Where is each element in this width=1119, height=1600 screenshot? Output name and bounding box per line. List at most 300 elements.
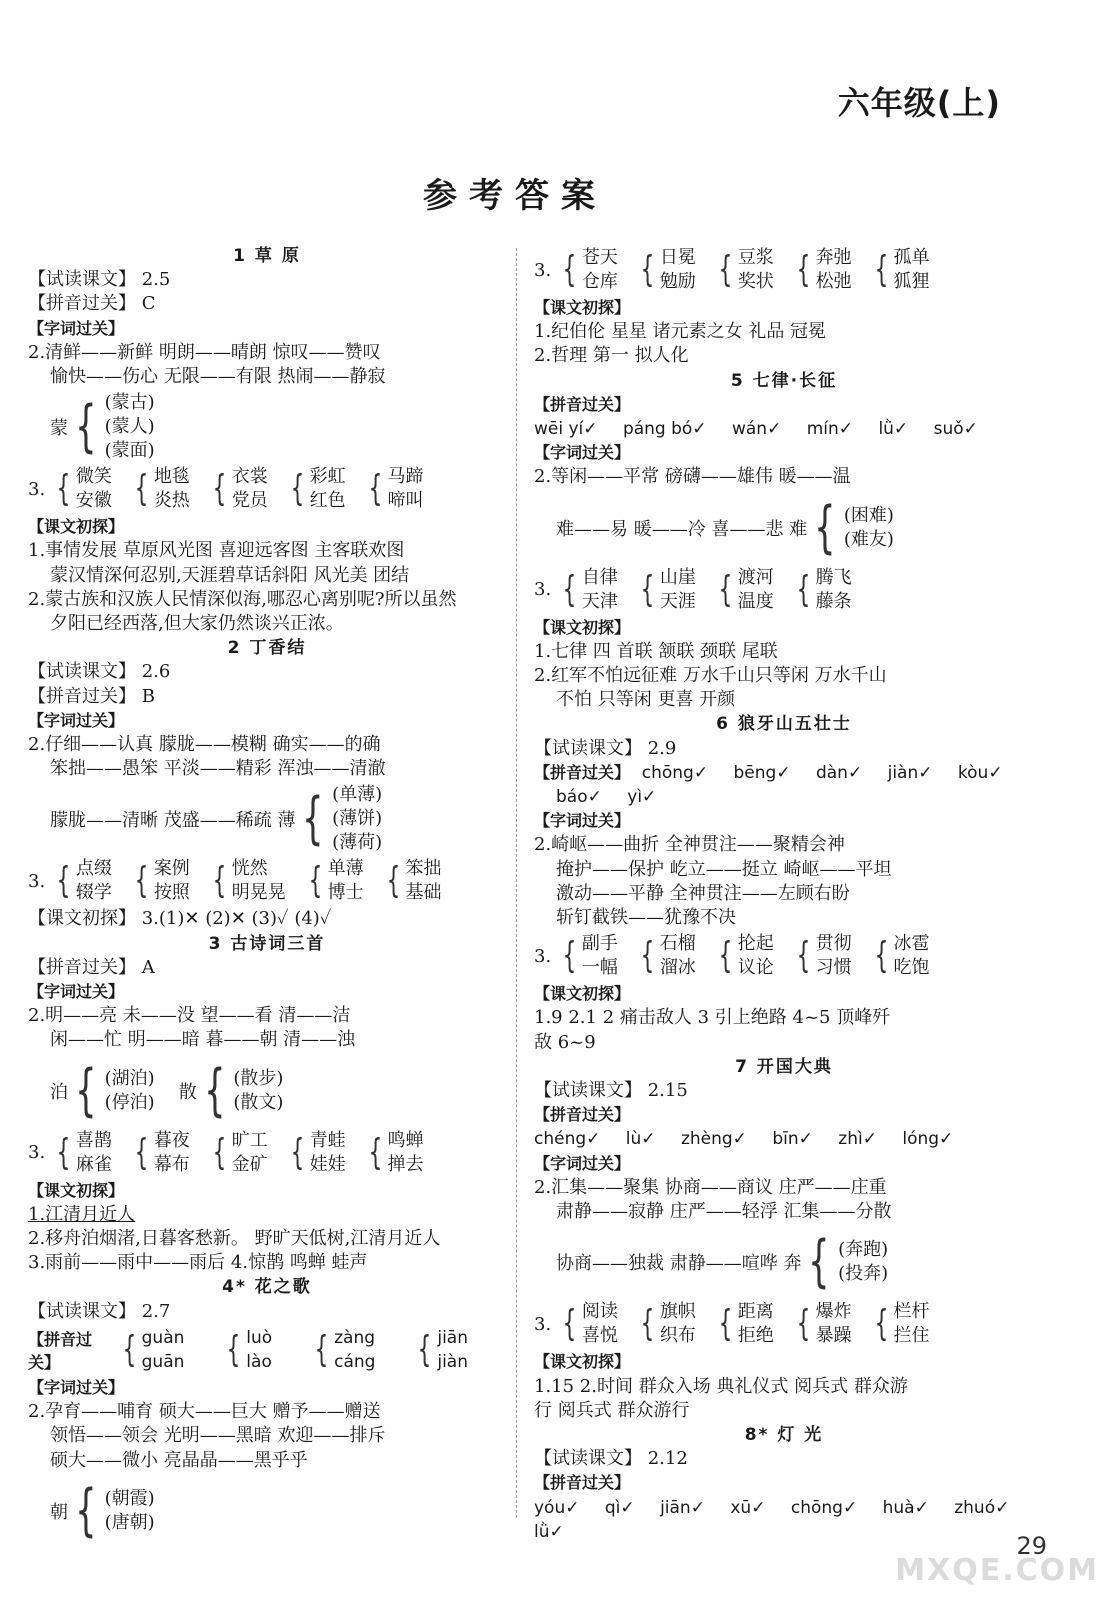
pinyin: báo✓	[556, 787, 602, 808]
word: 辍学	[75, 882, 112, 904]
word: 议论	[737, 957, 774, 979]
answer-tag: 【字词过关】	[534, 443, 631, 463]
word-stack	[105, 391, 155, 463]
word: (蒙面)	[104, 440, 155, 462]
word-pair-row	[534, 566, 1034, 614]
word-pair	[636, 1300, 696, 1348]
word-pair	[558, 246, 618, 294]
brace-icon: {	[122, 1328, 137, 1370]
brace-icon: {	[56, 860, 71, 902]
word: 自律	[581, 566, 618, 588]
polyphone-group	[556, 492, 1034, 564]
answer-line: 不怕 只等闲 更喜 开颜	[556, 689, 736, 711]
answer-line: 闲——忙 明——暗 暮——朝 清——浊	[50, 1029, 356, 1051]
answer-line: 愉快——伤心 无限——有限 热闹——静寂	[50, 366, 386, 388]
brace-icon: {	[212, 468, 227, 510]
right-column	[534, 244, 1034, 1544]
pinyin-line	[534, 761, 1034, 785]
answer-tag: 【课文初探】	[534, 298, 631, 317]
answer-line: 【试读课文】 2.12	[534, 1448, 688, 1470]
word: 明晃晃	[231, 882, 286, 904]
word: 冰雹	[893, 933, 930, 955]
pinyin-pair	[118, 1326, 205, 1374]
brace-icon: {	[212, 1131, 227, 1173]
brace-icon: {	[718, 568, 733, 610]
brace-icon: {	[203, 1057, 226, 1123]
word-pair	[364, 465, 424, 513]
answer-tag: 【字词过关】	[28, 318, 125, 338]
polyphone-char: 蒙	[50, 418, 68, 440]
word-pair	[636, 566, 696, 614]
word: 安徽	[75, 490, 112, 512]
word: 距离	[737, 1301, 774, 1323]
item-number: 3.	[534, 579, 552, 601]
answer-line: 1.七律 四 首联 颔联 颈联 尾联	[534, 640, 778, 662]
word-pair	[52, 1129, 112, 1177]
brace-icon: {	[562, 249, 577, 290]
word: (奔跑)	[838, 1239, 889, 1261]
brace-icon: {	[308, 860, 323, 902]
word-pair-row	[534, 246, 1034, 294]
brace-icon: {	[75, 394, 97, 460]
word-pair	[364, 1129, 424, 1177]
brace-icon: {	[562, 1303, 577, 1345]
pinyin: kòu✓	[957, 762, 1003, 783]
word: 博士	[327, 882, 364, 904]
word: 山崖	[659, 566, 696, 588]
word: 仓库	[581, 271, 618, 292]
answer-line: 【课文初探】 3.(1)✕ (2)✕ (3)✓ (4)✓	[28, 908, 332, 930]
brace-icon: {	[302, 786, 324, 852]
word: 案例	[153, 858, 190, 880]
brace-icon: {	[56, 1131, 71, 1173]
answer-line: 肃静——寂静 庄严——轻浮 汇集——分散	[556, 1201, 892, 1223]
answer-tag: 【拼音过关】	[28, 1329, 93, 1372]
word: 织布	[659, 1325, 696, 1347]
answer-line: 2.移舟泊烟渚,日暮客愁新。 野旷天低树,江清月近人	[28, 1228, 441, 1250]
word-pair	[130, 1129, 190, 1177]
word: 党员	[231, 490, 268, 512]
pinyin-pair	[310, 1326, 395, 1374]
word: 笨拙	[405, 858, 442, 880]
brace-icon: {	[796, 249, 811, 290]
left-column	[28, 244, 506, 1549]
brace-icon: {	[796, 1303, 811, 1345]
word: 勉励	[659, 271, 696, 292]
answer-tag: 【课文初探】	[534, 984, 631, 1004]
polyphone-group	[556, 1226, 1034, 1298]
answer-tag: 【拼音过关】	[534, 762, 631, 782]
brace-icon: {	[212, 860, 227, 902]
section-title: 4* 花之歌	[222, 1277, 312, 1298]
pinyin: jiàn✓	[887, 762, 933, 783]
word: 喜悦	[581, 1325, 618, 1347]
brace-icon: {	[814, 494, 836, 560]
word-pair	[792, 566, 852, 614]
brace-icon: {	[290, 468, 305, 510]
word: 温度	[737, 590, 774, 612]
answer-line: 【试读课文】 2.15	[534, 1080, 688, 1102]
word: 衣裳	[231, 466, 268, 488]
pinyin: zhèng✓	[680, 1129, 747, 1150]
word: (单薄)	[332, 784, 383, 806]
word: (停泊)	[104, 1091, 155, 1113]
word: (难友)	[843, 528, 894, 550]
pinyin: jiān	[437, 1327, 468, 1348]
brace-icon: {	[56, 468, 71, 510]
brace-icon: {	[290, 1131, 305, 1173]
pinyin: lào	[246, 1351, 272, 1372]
answer-line: 【拼音过关】 A	[28, 956, 155, 978]
pinyin: lǜ✓	[878, 419, 909, 440]
answer-line: 2.明——亮 未——没 望——看 清——洁	[28, 1005, 351, 1027]
section-title: 1 草 原	[233, 246, 301, 266]
word: 旗帜	[659, 1301, 696, 1323]
word: 天涯	[659, 590, 696, 612]
page-title: 参考答案	[423, 176, 607, 216]
brace-icon: {	[368, 1131, 382, 1173]
word-pair-row	[534, 1300, 1034, 1348]
section-title: 3 古诗词三首	[208, 933, 326, 954]
answer-line: 【试读课文】 2.6	[28, 661, 171, 683]
column-divider	[516, 248, 517, 1518]
pinyin: wán✓	[731, 419, 782, 440]
word-pair	[208, 465, 268, 513]
answer-tag: 【字词过关】	[28, 982, 125, 1002]
word: 奔弛	[815, 247, 852, 268]
pinyin: mín✓	[806, 419, 854, 440]
antonym-text: 朦胧——清晰 茂盛——稀疏 薄	[50, 810, 296, 832]
word: 喜鹊	[75, 1129, 112, 1151]
word-pair	[714, 1300, 774, 1348]
polyphone-group	[50, 391, 506, 463]
word: 栏杆	[893, 1301, 930, 1323]
answer-tag: 【课文初探】	[534, 617, 631, 637]
answer-line: 【试读课文】 2.7	[28, 1300, 171, 1322]
polyphone-char: 泊	[50, 1081, 68, 1103]
brace-icon: {	[718, 1303, 733, 1345]
word-stack	[105, 1067, 155, 1115]
word: 地毯	[153, 466, 190, 488]
watermark-logo: MXQE.COM	[895, 1553, 1099, 1588]
word-pair	[636, 932, 696, 980]
item-number: 3.	[28, 1142, 46, 1164]
word-pair	[130, 857, 190, 905]
brace-icon: {	[562, 568, 577, 610]
word-pair	[208, 1129, 268, 1177]
word-pair	[792, 932, 852, 980]
answer-line: 2.孕育——哺育 硕大——巨大 赠予——赠送	[28, 1401, 381, 1423]
section-title: 7 开国大典	[735, 1056, 833, 1077]
answer-line: 1.9 2.1 2 痛击敌人 3 引上绝路 4~5 顶峰歼	[534, 1007, 891, 1029]
brace-icon: {	[874, 249, 888, 290]
brace-icon: {	[75, 1057, 97, 1123]
word: (散步)	[233, 1067, 284, 1089]
word-pair	[870, 1300, 930, 1348]
answer-line: 行 阅兵式 群众游行	[534, 1399, 690, 1421]
word-pair	[636, 246, 696, 294]
word-pair	[286, 465, 346, 513]
pinyin: chōng✓	[641, 762, 709, 783]
word: 腾飞	[815, 566, 852, 588]
word: 金矿	[231, 1153, 268, 1175]
brace-icon: {	[640, 568, 655, 610]
pinyin: lóng✓	[902, 1129, 954, 1150]
answer-line: 蒙汉情深何忍别,天涯碧草话斜阳 风光美 团结	[50, 564, 410, 586]
item-number: 3.	[534, 945, 552, 967]
word: 基础	[405, 882, 442, 904]
answer-tag: 【课文初探】	[534, 1352, 631, 1372]
word: 单薄	[327, 858, 364, 880]
word-stack	[838, 1238, 888, 1286]
word-pair-row	[28, 857, 506, 905]
word: 暮夜	[153, 1129, 190, 1151]
word: 拒绝	[737, 1325, 774, 1347]
answer-line: 2.仔细——认真 朦胧——模糊 确实——的确	[28, 734, 381, 756]
answer-tag: 【拼音过关】	[534, 1105, 631, 1125]
pinyin-line	[534, 417, 1034, 441]
pinyin: xū✓	[730, 1497, 766, 1518]
word: 渡河	[737, 566, 774, 588]
word-stack	[233, 1067, 283, 1115]
pinyin: páng bó✓	[622, 419, 707, 440]
pinyin: zhì✓	[838, 1129, 877, 1150]
answer-line: 敌 6~9	[534, 1031, 596, 1053]
word: 天津	[581, 590, 618, 612]
word: 藤条	[815, 590, 852, 612]
word: 炎热	[153, 490, 190, 512]
word-pair	[52, 465, 112, 513]
brace-icon: {	[418, 1328, 432, 1370]
word: 豆浆	[737, 247, 774, 268]
polyphone-char: 散	[178, 1081, 197, 1103]
brace-icon: {	[808, 1229, 830, 1295]
brace-icon: {	[640, 935, 655, 977]
pinyin: lǜ✓	[534, 1521, 564, 1542]
page-number: 29	[1016, 1532, 1047, 1560]
pinyin: qì✓	[604, 1497, 635, 1518]
word: 暴躁	[815, 1325, 852, 1347]
word-pair	[130, 465, 190, 513]
answer-line: 2.崎岖——曲折 全神贯注——聚精会神	[534, 834, 845, 856]
pinyin: bēng✓	[733, 762, 791, 783]
word-pair	[558, 932, 618, 980]
brace-icon: {	[640, 249, 655, 290]
answer-line: 2.等闲——平常 磅礴——雄伟 暖——温	[534, 466, 851, 488]
pinyin: guān	[141, 1351, 185, 1372]
word: (投奔)	[838, 1263, 889, 1285]
pinyin-line	[534, 1496, 1034, 1520]
item-number: 3.	[28, 478, 46, 500]
word: (唐朝)	[104, 1511, 155, 1533]
brace-icon: {	[134, 1131, 149, 1173]
word-pair	[870, 246, 930, 294]
answer-line: 3.雨前——雨中——雨后 4.惊鹊 鸣蝉 蛙声	[28, 1252, 368, 1274]
word-pair	[792, 246, 852, 294]
brace-icon: {	[134, 860, 149, 902]
brace-icon: {	[874, 1303, 888, 1345]
polyphone-group	[50, 783, 506, 855]
pinyin: yóu✓	[534, 1497, 580, 1518]
polyphone-group	[50, 1475, 506, 1547]
answer-tag: 【字词过关】	[28, 1377, 125, 1397]
word-pair	[792, 1300, 852, 1348]
pinyin: huà✓	[882, 1497, 929, 1518]
word: 娃娃	[309, 1153, 346, 1175]
answer-line: 2.汇集——聚集 协商——商议 庄严——庄重	[534, 1176, 887, 1198]
answer-tag: 【课文初探】	[28, 1180, 125, 1200]
answer-line: 领悟——领会 光明——黑暗 欢迎——排斥	[50, 1425, 386, 1447]
answer-line: 笨拙——愚笨 平淡——精彩 浑浊——清澈	[50, 758, 386, 780]
word: 马蹄	[387, 466, 424, 488]
brace-icon: {	[134, 468, 149, 510]
word: 日冕	[659, 247, 696, 268]
word-pair	[286, 1129, 346, 1177]
answer-tag: 【课文初探】	[28, 517, 125, 537]
word: 旷工	[231, 1129, 268, 1151]
word-pair	[714, 932, 774, 980]
word: 麻雀	[75, 1153, 112, 1175]
answer-line: 2.清鲜——新鲜 明朗——晴朗 惊叹——赞叹	[28, 341, 381, 363]
word-pair	[52, 857, 112, 905]
word: 石榴	[659, 933, 696, 955]
word: (薄饼)	[332, 808, 383, 830]
answer-line: 【试读课文】 2.5	[28, 269, 171, 291]
pinyin: jiān✓	[660, 1497, 705, 1518]
pinyin: lù✓	[625, 1129, 656, 1150]
grade-label: 六年级(上)	[837, 84, 1001, 122]
answer-line: 夕阳已经西落,但大家仍然谈兴正浓。	[50, 613, 344, 635]
word: 抡起	[737, 933, 774, 955]
pinyin: jiàn	[437, 1351, 468, 1372]
answer-line: 1.江清月近人	[28, 1203, 136, 1225]
answer-line: 2.红军不怕远征难 万水千山只等闲 万水千山	[534, 665, 887, 687]
word: 狐狸	[893, 271, 930, 292]
pinyin: chéng✓	[534, 1129, 601, 1150]
brace-icon: {	[226, 1328, 241, 1370]
brace-icon: {	[718, 935, 733, 977]
pinyin: chōng✓	[790, 1497, 858, 1518]
section-title: 6 狼牙山五壮士	[716, 714, 852, 735]
word: 红色	[309, 490, 346, 512]
brace-icon: {	[368, 468, 382, 510]
answer-line: 硕大——微小 亮晶晶——黑乎乎	[50, 1449, 308, 1471]
antonym-text: 协商——独裁 肃静——喧哗 奔	[556, 1253, 802, 1275]
pinyin-line	[534, 1520, 1034, 1544]
pinyin-pair	[222, 1326, 292, 1374]
word: (湖泊)	[104, 1067, 155, 1089]
pinyin-pair-row	[28, 1326, 506, 1374]
section-title: 2 丁香结	[227, 638, 307, 659]
word: (散文)	[233, 1091, 284, 1113]
word: 按照	[153, 882, 190, 904]
word-pair	[870, 932, 930, 980]
word: 苍天	[581, 247, 618, 268]
item-number: 3.	[534, 1313, 552, 1335]
word: 松弛	[815, 271, 852, 292]
item-number: 3.	[534, 259, 552, 281]
word: 奖状	[737, 271, 774, 292]
word-pair-row	[28, 465, 506, 513]
word-pair-row	[28, 1129, 506, 1177]
word: 掸去	[387, 1153, 424, 1175]
answer-line: 【拼音过关】 B	[28, 685, 155, 707]
pinyin: luò	[246, 1327, 273, 1348]
pinyin: zàng	[334, 1327, 376, 1348]
answer-tag: 【字词过关】	[28, 710, 125, 730]
answer-tag: 【字词过关】	[534, 1153, 631, 1173]
word: 阅读	[581, 1301, 618, 1323]
word-pair	[714, 246, 774, 294]
word: (朝霞)	[104, 1487, 155, 1509]
answer-line: 1.事情发展 草原风光图 喜迎远客图 主客联欢图	[28, 540, 405, 562]
word: 彩虹	[309, 466, 346, 488]
brace-icon: {	[796, 935, 811, 977]
word: (薄荷)	[332, 832, 383, 854]
answer-tag: 【拼音过关】	[534, 1473, 631, 1493]
word-pair-row	[534, 932, 1034, 980]
answer-line: 1.15 2.时间 群众入场 典礼仪式 阅兵式 群众游	[534, 1375, 908, 1397]
pinyin-line	[534, 1127, 1034, 1151]
word: (蒙古)	[104, 392, 155, 414]
pinyin: yì✓	[627, 787, 657, 808]
word: 拦住	[893, 1325, 930, 1347]
word: 恍然	[231, 858, 268, 880]
word: 青蛙	[309, 1129, 346, 1151]
word: 一幅	[581, 957, 618, 979]
answer-tag: 【字词过关】	[534, 811, 631, 831]
brace-icon: {	[386, 860, 400, 902]
pinyin: bīn✓	[772, 1129, 813, 1150]
word: 鸣蝉	[387, 1129, 424, 1151]
word-pair	[558, 1300, 618, 1348]
answer-line: 掩护——保护 屹立——挺立 崎岖——平坦	[556, 858, 892, 880]
word: 贯彻	[815, 933, 852, 955]
word: 爆炸	[815, 1301, 852, 1323]
word: 吃饱	[893, 957, 930, 979]
word-pair	[382, 857, 442, 905]
polyphone-char: 朝	[50, 1501, 68, 1523]
answer-line: 【拼音过关】 C	[28, 293, 156, 315]
brace-icon: {	[75, 1477, 97, 1543]
word-stack	[332, 783, 382, 855]
word: (困难)	[843, 504, 894, 526]
antonym-text: 难——易 暖——冷 喜——悲 难	[556, 518, 808, 540]
section-title: 8* 灯 光	[744, 1424, 824, 1445]
pinyin: cáng	[334, 1351, 376, 1372]
answer-line: 2.蒙古族和汉族人民情深似海,哪忍心离别呢?所以虽然	[28, 588, 457, 610]
brace-icon: {	[562, 935, 577, 977]
polyphone-group	[50, 1055, 506, 1127]
word-pair	[304, 857, 364, 905]
word-pair	[208, 857, 286, 905]
answer-tag: 【拼音过关】	[534, 394, 631, 414]
word-pair	[714, 566, 774, 614]
brace-icon: {	[314, 1328, 329, 1370]
word: 溜冰	[659, 957, 696, 979]
word: 微笑	[75, 466, 112, 488]
answer-line: 2.哲理 第一 拟人化	[534, 345, 689, 367]
answer-line: 1.纪伯伦 星星 诸元素之女 礼品 冠冕	[534, 321, 827, 343]
answer-line: 激动——平静 全神贯注——左顾右盼	[556, 882, 850, 904]
word: (蒙人)	[104, 416, 155, 438]
word: 啼叫	[387, 490, 424, 512]
section-title: 5 七律·长征	[730, 370, 838, 391]
pinyin-pair	[413, 1326, 488, 1374]
brace-icon: {	[640, 1303, 655, 1345]
word: 点缀	[75, 858, 112, 880]
word-pair	[558, 566, 618, 614]
